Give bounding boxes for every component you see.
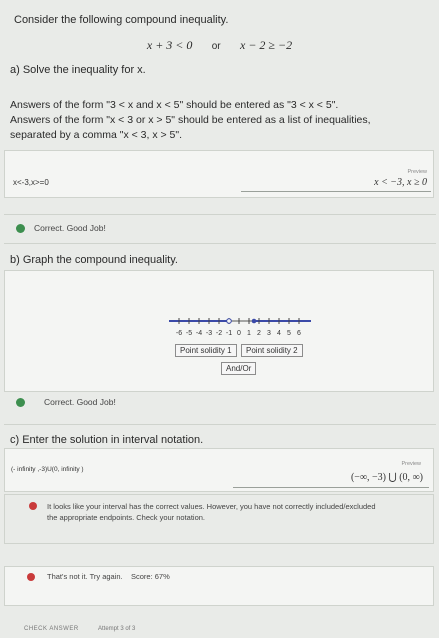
attempt-counter: Attempt 3 of 3: [98, 626, 136, 632]
part-c-feedback: [47, 501, 433, 523]
number-line-tick-label: -6: [175, 330, 183, 337]
number-line-tick-label: 2: [257, 330, 261, 337]
instruction-line-3: separated by a comma "x < 3, x > 5".: [10, 129, 183, 141]
number-line-tick-label: 0: [237, 330, 241, 337]
score: Score: 67%: [131, 572, 170, 581]
part-a-preview-value: x < −3, x ≥ 0: [374, 177, 427, 188]
part-b-title: b) Graph the compound inequality.: [10, 254, 178, 266]
point-solidity-2-button[interactable]: Point solidity 2: [241, 344, 303, 357]
number-line[interactable]: [165, 311, 315, 345]
feedback-line-2: the appropriate endpoints. Check your notation.: [47, 513, 206, 522]
part-b-graph-box: [4, 270, 434, 392]
error-icon: [27, 573, 35, 581]
instruction-line-1: Answers of the form "3 < x and x < 5" should be entered as "3 < x < 5".: [10, 99, 339, 111]
point-solidity-1-button[interactable]: Point solidity 1: [175, 344, 237, 357]
part-a-preview-underline: [241, 191, 431, 192]
number-line-tick-label: 1: [247, 330, 251, 337]
number-line-tick-label: -2: [215, 330, 223, 337]
part-c-preview-label: Preview: [401, 461, 421, 467]
inequality-connector: or: [211, 41, 221, 52]
part-a-instructions: [10, 98, 430, 143]
result-box: [4, 566, 434, 606]
part-b-status: Correct. Good Job!: [44, 397, 116, 407]
number-line-tick-label: -3: [205, 330, 213, 337]
result-status: That's not it. Try again.: [47, 572, 123, 581]
question-prompt: Consider the following compound inequality.: [14, 14, 229, 26]
part-c-preview-value: (−∞, −3) ⋃ (0, ∞): [350, 472, 423, 483]
number-line-tick-label: -5: [185, 330, 193, 337]
part-a-answer-box: [4, 150, 434, 198]
number-line-tick-label: 4: [277, 330, 281, 337]
part-a-status-bar: [4, 214, 436, 244]
inequality-right: x − 2 ≥ −2: [240, 38, 293, 52]
part-c-preview-underline: [233, 487, 429, 488]
check-answer-button[interactable]: CHECK ANSWER: [24, 626, 79, 632]
number-line-tick-label: 5: [287, 330, 291, 337]
compound-inequality: [0, 38, 439, 53]
check-icon: [16, 224, 25, 233]
and-or-button[interactable]: And/Or: [221, 362, 256, 375]
instruction-line-2: Answers of the form "x < 3 or x > 5" should be entered as a list of inequalities,: [10, 114, 371, 126]
part-c-input[interactable]: (- infinity ,-3)U(0, infinity ): [11, 466, 84, 473]
part-a-input[interactable]: x<-3,x>=0: [13, 178, 49, 187]
check-icon: [16, 398, 25, 407]
number-line-tick-label: -1: [225, 330, 233, 337]
number-line-tick-label: 6: [297, 330, 301, 337]
number-line-tick-label: 3: [267, 330, 271, 337]
error-icon: [29, 502, 37, 510]
part-c-answer-box: [4, 448, 434, 492]
part-c-title: c) Enter the solution in interval notation.: [10, 434, 204, 446]
part-a-status: Correct. Good Job!: [34, 223, 106, 233]
part-b-status-bar: [4, 392, 436, 425]
inequality-left: x + 3 < 0: [146, 38, 193, 52]
part-a-preview-label: Preview: [407, 169, 427, 175]
feedback-line-1: It looks like your interval has the correct values. However, you have not correctly included/excluded: [47, 502, 376, 511]
number-line-tick-label: -4: [195, 330, 203, 337]
part-a-title: a) Solve the inequality for x.: [10, 64, 146, 76]
part-c-feedback-box: [4, 494, 434, 544]
